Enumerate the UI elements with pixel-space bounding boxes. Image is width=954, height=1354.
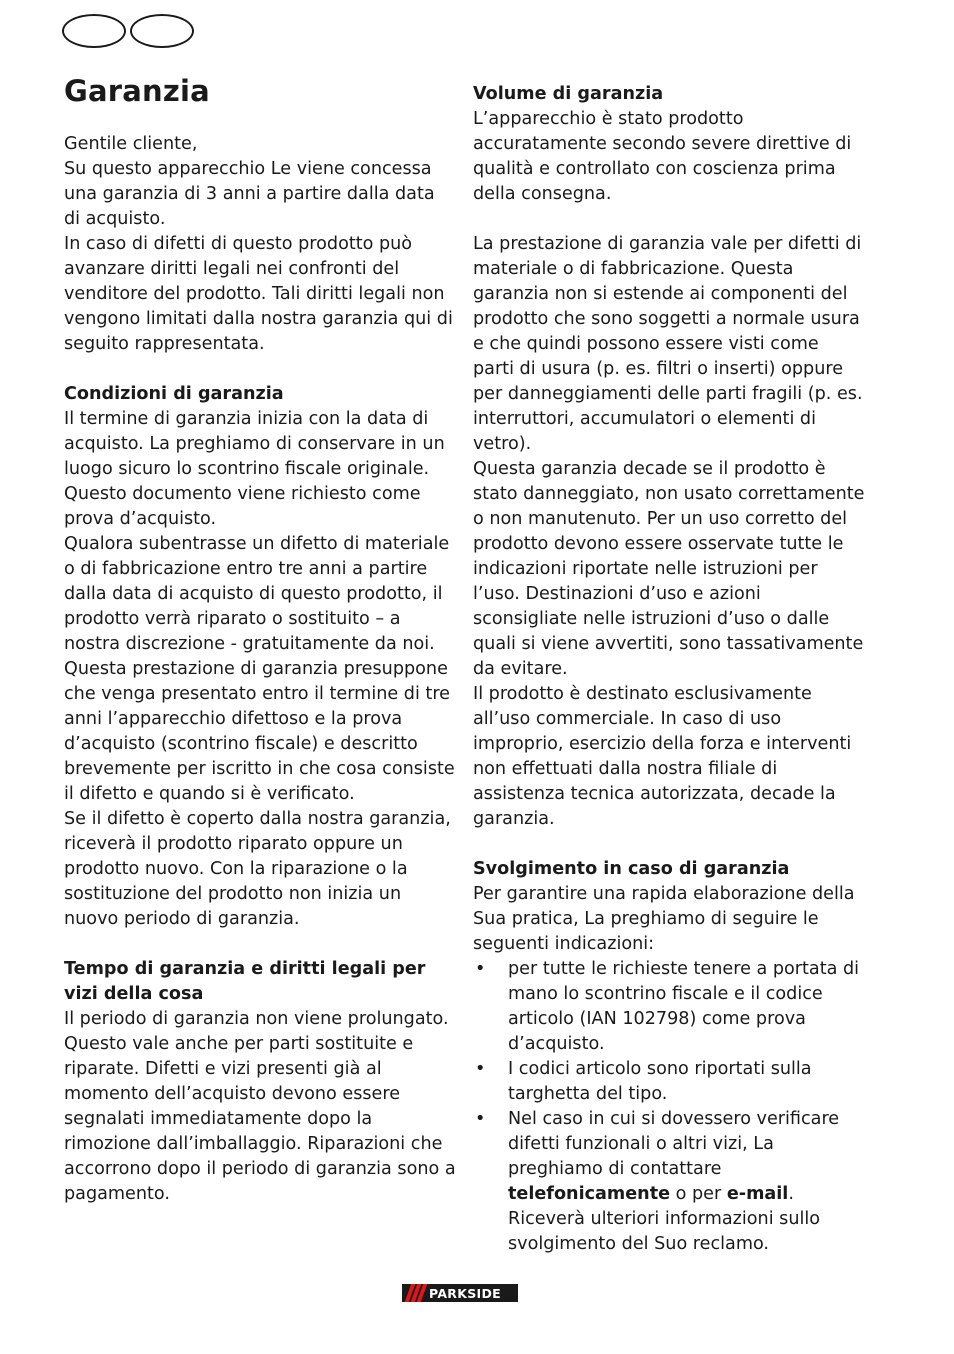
list-item (473, 1107, 865, 1257)
bullet-icon: • (475, 959, 486, 979)
list-item-text-part: Nel caso in cui si dovessero verificare difetti funzionali o altri vizi, La preghiamo di contattare (508, 1109, 840, 1179)
right-column (473, 82, 865, 1257)
list-item-text-part: . Riceverà ulteriori informazioni sullo svolgimento del Suo reclamo. (508, 1184, 821, 1254)
list-item-text: I codici articolo sono riportati sulla targhetta del tipo. (508, 1059, 812, 1104)
parkside-logo (402, 1284, 518, 1302)
scope-paragraph: L’apparecchio è stato prodotto accuratamente secondo severe direttive di qualità e controllato con coscienza prima della consegna. (473, 109, 852, 204)
intro-paragraph: Su questo apparecchio Le viene concessa una garanzia di 3 anni a partire dalla data di acquisto. (64, 159, 435, 229)
scope-paragraph: Questa garanzia decade se il prodotto è stato danneggiato, non usato correttamente o non manutenuto. Per un uso corretto del prodotto devono essere osservate tutte le indicazioni riportate nelle istruzioni per l’uso. Destinazioni d’uso e azioni sconsigliate nelle istruzioni d’uso o dalle quali si viene avvertiti, sono tassativamente da evitare. (473, 459, 865, 679)
intro-paragraph: In caso di difetti di questo prodotto può avanzare diritti legali nei confronti del venditore del prodotto. Tali diritti legali non vengono limitati dalla nostra garanzia qui di seguito rappresentata. (64, 234, 453, 354)
page-title: Garanzia (64, 74, 210, 108)
scope-paragraph: Il prodotto è destinato esclusivamente all’uso commerciale. In caso di uso improprio, esercizio della forza e interventi non effettuati dalla nostra filiale di assistenza tecnica autorizzata, decade la garanzia. (473, 684, 852, 829)
conditions-heading: Condizioni di garanzia (64, 384, 284, 404)
procedure-list (473, 957, 865, 1257)
bullet-icon: • (475, 1059, 486, 1079)
conditions-paragraph: Se il difetto è coperto dalla nostra garanzia, riceverà il prodotto riparato oppure un prodotto nuovo. Con la riparazione o la sostituzione del prodotto non inizia un nuovo periodo di garanzia. (64, 809, 451, 929)
scope-heading: Volume di garanzia (473, 84, 664, 104)
language-oval-2 (130, 14, 194, 48)
list-item-text (508, 1109, 839, 1254)
list-item-text-part: o per (670, 1184, 727, 1204)
period-paragraph: Il periodo di garanzia non viene prolungato. Questo vale anche per parti sostituite e riparate. Difetti e vizi presenti già al momento dell’acquisto devono essere segnalati immediatamente dopo la rimozione dall’imballaggio. Riparazioni che accorrono dopo il periodo di garanzia sono a pagamento. (64, 1009, 456, 1204)
logo-brand-text: PARKSIDE (429, 1285, 501, 1301)
language-badges (62, 14, 194, 48)
conditions-paragraph: Il termine di garanzia inizia con la data di acquisto. La preghiamo di conservare in un luogo sicuro lo scontrino fiscale originale. Questo documento viene richiesto come prova d’acquisto. (64, 409, 445, 529)
logo-stripes-icon (402, 1284, 428, 1302)
list-item (473, 957, 865, 1057)
email-emphasis: e-mail (726, 1184, 789, 1204)
language-oval-1 (62, 14, 126, 48)
procedure-intro: Per garantire una rapida elaborazione della Sua pratica, La preghiamo di seguire le seguenti indicazioni: (473, 884, 855, 954)
conditions-paragraph: Qualora subentrasse un difetto di materiale o di fabbricazione entro tre anni a partire dalla data di acquisto di questo prodotto, il prodotto verrà riparato o sostituito – a nostra discrezione - gratuitamente da noi. Questa prestazione di garanzia presuppone che venga presentato entro il termine di tre anni l’apparecchio difettoso e la prova d’acquisto (scontrino fiscale) e descritto brevemente per iscritto in che cosa consiste il difetto e quando si è verificato. (64, 534, 455, 804)
phone-emphasis: telefonicamente (508, 1184, 671, 1204)
list-item-text: per tutte le richieste tenere a portata di mano lo scontrino fiscale e il codice articolo (IAN 102798) come prova d’acquisto. (508, 959, 860, 1054)
left-column (64, 132, 456, 1207)
bullet-icon: • (475, 1109, 486, 1129)
intro-greeting: Gentile cliente, (64, 134, 198, 154)
procedure-heading: Svolgimento in caso di garanzia (473, 859, 790, 879)
list-item (473, 1057, 865, 1107)
period-heading: Tempo di garanzia e diritti legali per vizi della cosa (64, 959, 426, 1004)
scope-paragraph: La prestazione di garanzia vale per difetti di materiale o di fabbricazione. Questa garanzia non si estende ai componenti del prodotto che sono soggetti a normale usura e che quindi possono essere visti come parti di usura (p. es. filtri o inserti) oppure per danneggiamenti delle parti fragili (p. es. interruttori, accumulatori o elementi di vetro). (473, 234, 863, 454)
